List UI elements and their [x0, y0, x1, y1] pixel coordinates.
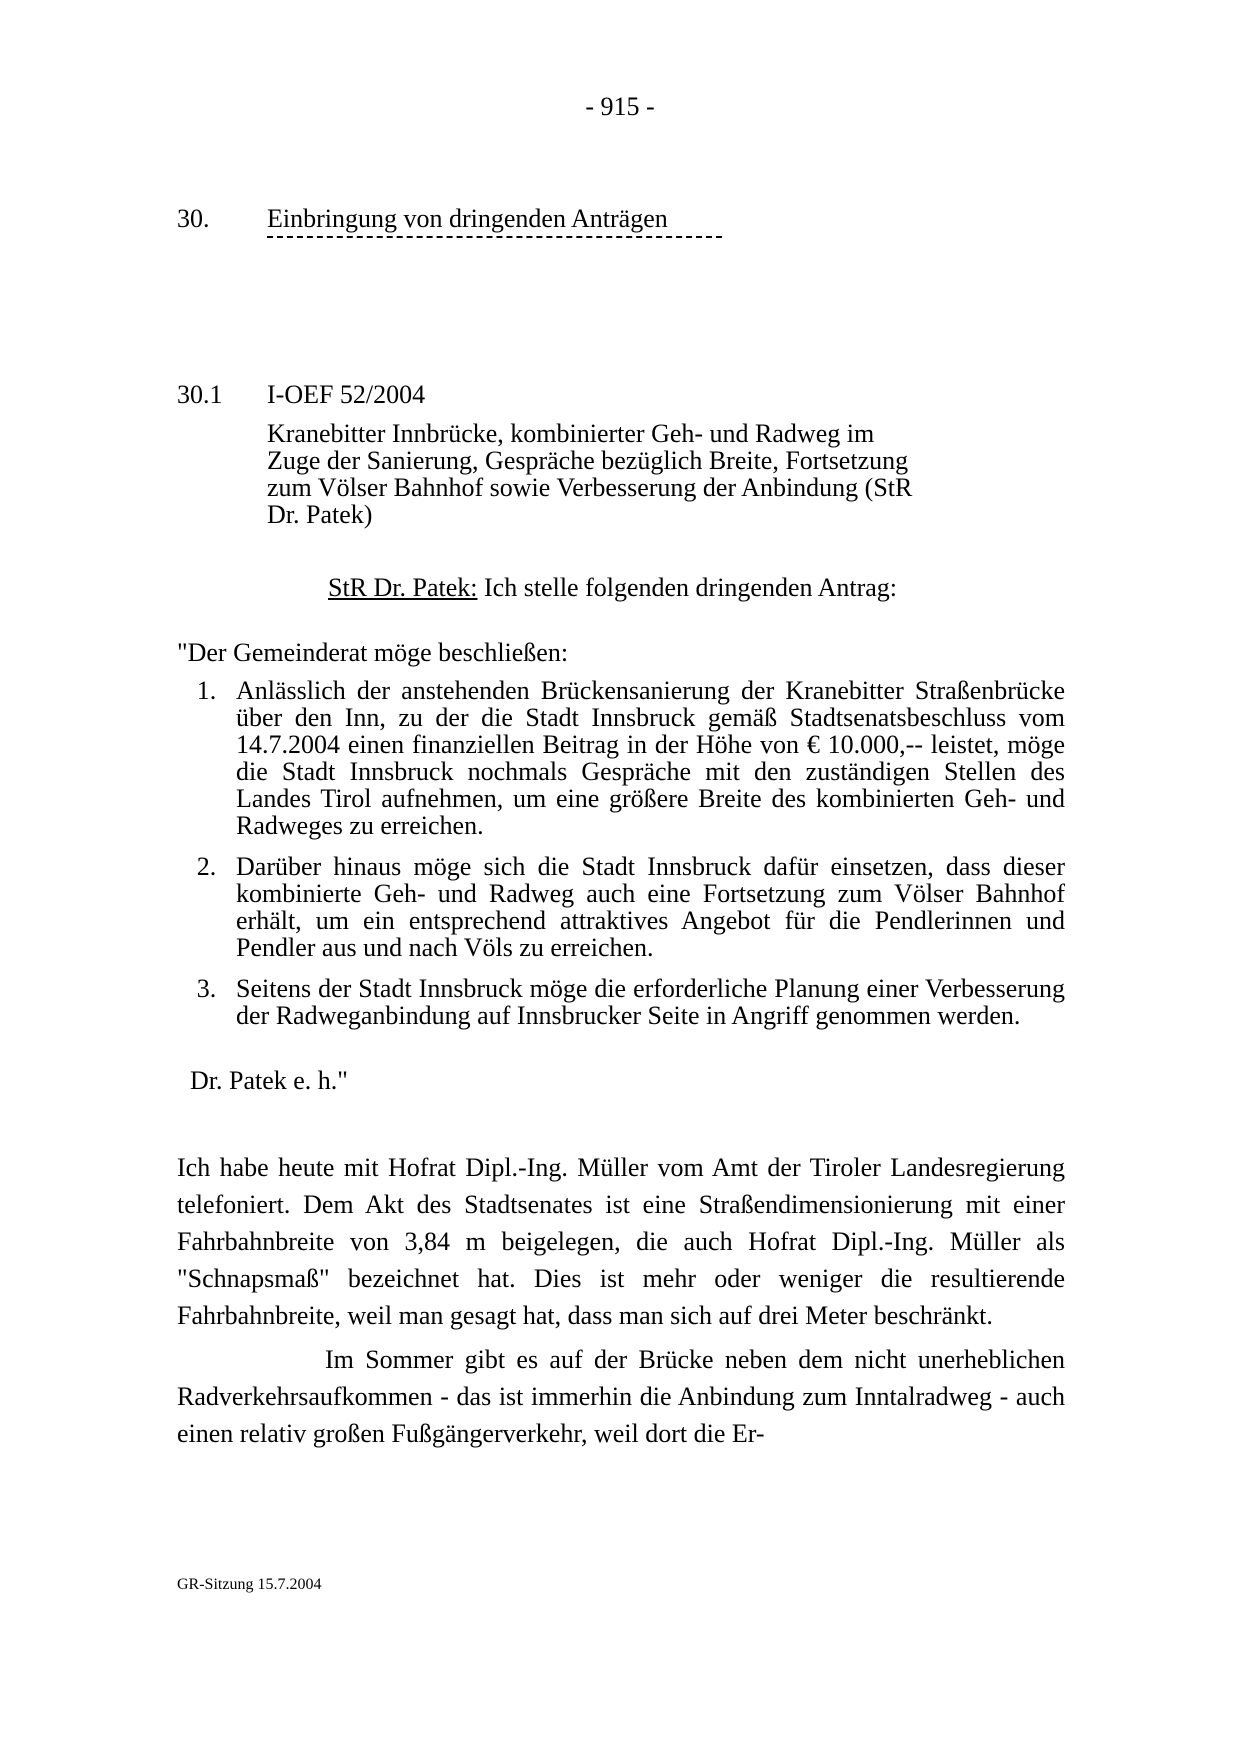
motion-signature: Dr. Patek e. h." — [190, 1066, 348, 1095]
page-number: - 915 - — [585, 92, 655, 121]
section-title-rule — [267, 236, 722, 238]
body-paragraph: Im Sommer gibt es auf der Brücke neben dem nicht unerheblichen Radverkehrsaufkommen - das ist immerhin die Anbindung zum Inntalradweg - auch einen relativ großen Fußgängerverkehr, weil dort die Er- — [177, 1345, 1065, 1448]
motion-item-text: Seitens der Stadt Innsbruck möge die erforderliche Planung einer Verbesserung der Radweganbindung auf Innsbrucker Seite in Angriff genommen werden. — [236, 974, 1065, 1030]
subsection-description: Kranebitter Innbrücke, kombinierter Geh- und Radweg im Zuge der Sanierung, Gespräche bezüglich Breite, Fortsetzung zum Völser Bahnhof sowie Verbesserung der Anbindung (StR Dr. Patek) — [267, 419, 913, 529]
subsection-id: I-OEF 52/2004 — [267, 380, 426, 409]
body-text — [177, 1149, 1065, 1452]
section-title: Einbringung von dringenden Anträgen — [267, 204, 668, 233]
motion-item-text: Darüber hinaus möge sich die Stadt Innsbruck dafür einsetzen, dass dieser kombinierte Geh- und Radweg auch eine Fortsetzung zum Völser Bahnhof erhält, um ein entsprechend attraktives Angebot für die Pendlerinnen und Pendler aus und nach Völs zu erreichen. — [236, 852, 1065, 962]
motion-intro: "Der Gemeinderat möge beschließen: — [177, 638, 569, 667]
section-number: 30. — [177, 204, 210, 233]
subsection-number: 30.1 — [177, 380, 223, 409]
page-footer: GR-Sitzung 15.7.2004 — [177, 1576, 322, 1593]
speaker-statement: Ich stelle folgenden dringenden Antrag: — [477, 573, 897, 602]
motion-item — [177, 853, 1065, 961]
body-paragraph: Ich habe heute mit Hofrat Dipl.-Ing. Müller vom Amt der Tiroler Landesregierung telefoniert. Dem Akt des Stadtsenates ist eine Straßendimensionierung mit einer Fahrbahnbreite von 3,84 m beigelegen, die auch Hofrat Dipl.-Ing. Müller als "Schnapsmaß" bezeichnet hat. Dies ist mehr oder weniger die resultierende Fahrbahnbreite, weil man gesagt hat, dass man sich auf drei Meter beschränkt. — [177, 1153, 1065, 1330]
motion-item — [177, 677, 1065, 839]
speaker-name: StR Dr. Patek: — [328, 573, 478, 602]
motion-item — [177, 975, 1065, 1029]
motion-item-number: 3. — [196, 974, 217, 1003]
motion-list — [177, 677, 1065, 1043]
speaker-line — [328, 573, 897, 603]
motion-item-number: 1. — [196, 676, 217, 705]
motion-item-number: 2. — [196, 852, 217, 881]
motion-item-text: Anlässlich der anstehenden Brückensanierung der Kranebitter Straßenbrücke über den Inn, zu der die Stadt Innsbruck gemäß Stadtsenatsbeschluss vom 14.7.2004 einen finanziellen Beitrag in der Höhe von € 10.000,-- leistet, möge die Stadt Innsbruck nochmals Gespräche mit den zuständigen Stellen des Landes Tirol aufnehmen, um eine größere Breite des kombinierten Geh- und Radweges zu erreichen. — [236, 676, 1065, 840]
